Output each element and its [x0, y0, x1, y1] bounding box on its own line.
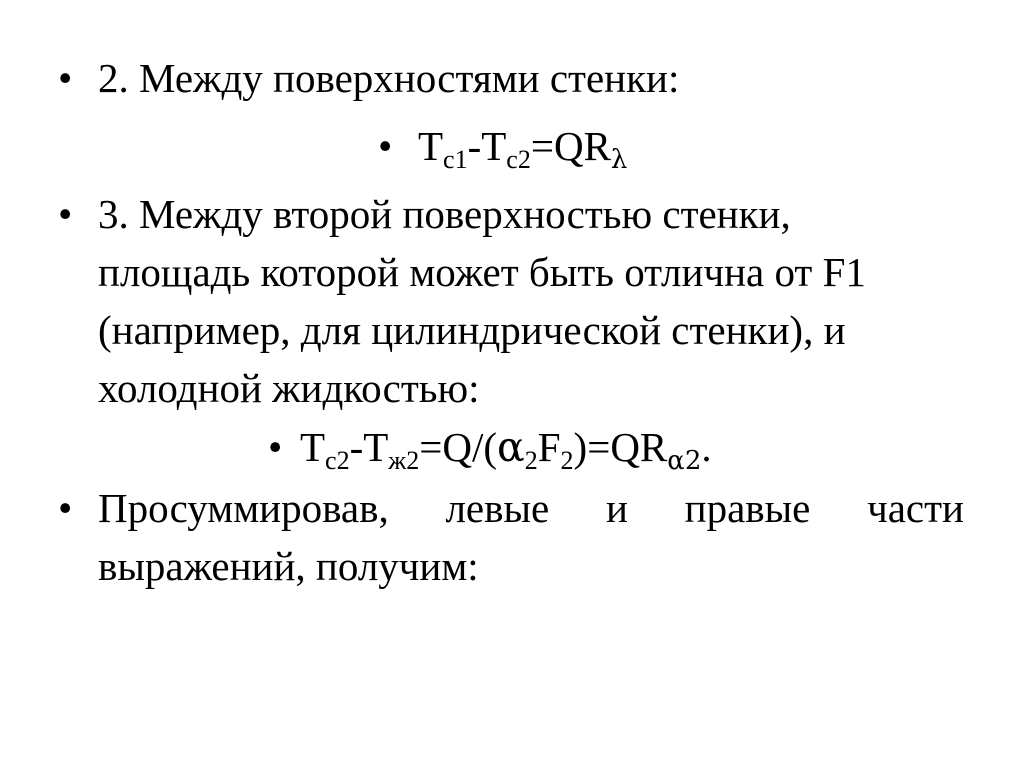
item-3-line-4: холодной жидкостью: [98, 365, 480, 411]
formula-2-f: F [537, 424, 561, 470]
formula-1 [418, 117, 627, 181]
item-3-line-2: площадь которой может быть отлична от F1 [98, 249, 866, 295]
item-3-text [98, 185, 968, 417]
item-1-line: 2. Между поверхностями стенки: [98, 55, 680, 101]
item-5-line-1: Просуммировав, левые и правые части [98, 485, 964, 531]
formula-2-end: . [701, 424, 712, 470]
item-1-text [98, 49, 679, 107]
formula-1-sub3: λ [610, 145, 628, 175]
formula-2-sub5: α2 [667, 446, 702, 476]
formula-2-t1: T [300, 424, 326, 470]
bullet-5: • [58, 485, 73, 531]
bullet-3: • [58, 191, 73, 237]
item-3-line-1: 3. Между второй поверхностью стенки, [98, 191, 791, 237]
formula-2-eq: =Q/( [419, 424, 498, 470]
formula-2-sub3: 2 [524, 446, 538, 475]
formula-2 [300, 418, 712, 482]
formula-1-mid: -T [467, 123, 507, 169]
formula-2-mid: -T [349, 424, 389, 470]
formula-2-sub1: c2 [325, 446, 350, 475]
item-5-line-2: выражений, получим: [98, 543, 479, 589]
bullet-4: • [268, 424, 283, 470]
bullet-2: • [378, 123, 393, 169]
formula-1-sub1: c1 [443, 145, 468, 174]
formula-1-tail: =QR [530, 123, 611, 169]
formula-2-sub2: ж2 [388, 446, 420, 475]
item-3-line-3: (например, для цилиндрической стенки), и [98, 307, 846, 353]
formula-2-sub4: 2 [560, 446, 574, 475]
formula-1-sub2: c2 [506, 145, 531, 174]
item-5-text [98, 479, 964, 595]
bullet-1: • [58, 55, 73, 101]
formula-2-close: )=QR [573, 424, 668, 470]
formula-1-t1: T [418, 123, 444, 169]
formula-2-alpha: α [497, 423, 525, 471]
